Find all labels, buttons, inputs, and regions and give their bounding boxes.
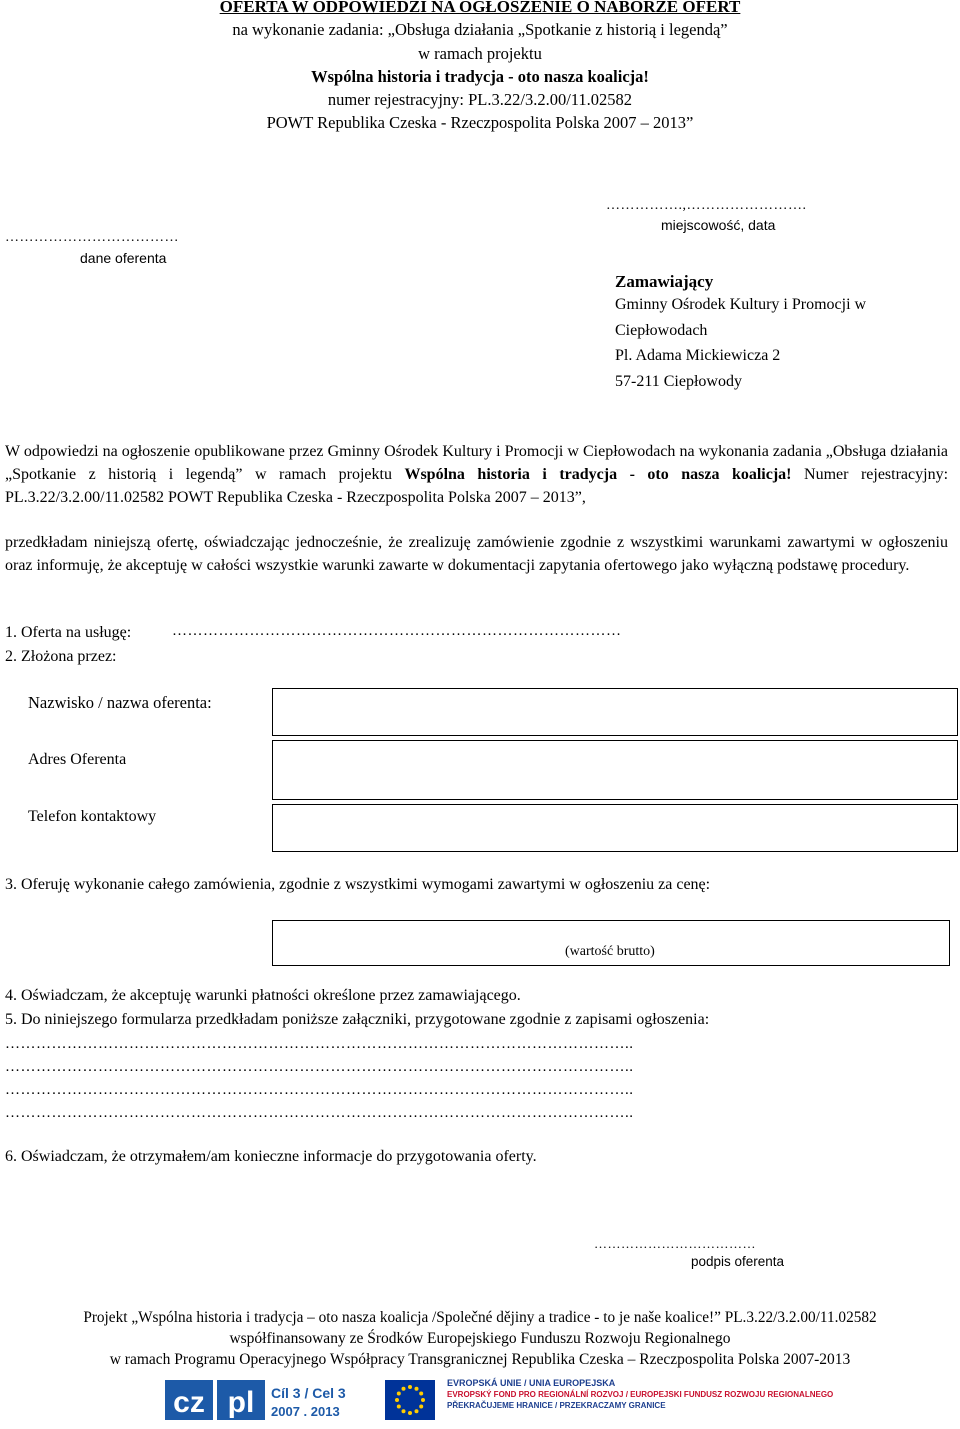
attachment-line-3[interactable]: ………………………………………………………………………………………………………….. [5, 1082, 634, 1098]
offerer-name-label: Nazwisko / nazwa oferenta: [28, 693, 212, 712]
svg-text:2007 . 2013: 2007 . 2013 [271, 1404, 340, 1419]
header-project-line: w ramach projektu [418, 44, 542, 63]
header-registration-number: numer rejestracyjny: PL.3.22/3.2.00/11.02582 [327, 90, 633, 109]
eu-fund-text [447, 1378, 834, 1424]
offerer-name-field[interactable] [272, 688, 958, 736]
attachment-line-4[interactable]: ………………………………………………………………………………………………………….. [5, 1105, 634, 1121]
recipient-heading: Zamawiający [615, 272, 714, 291]
item-5-attachments: 5. Do niniejszego formularza przedkładam poniższe załączniki, przygotowane zgodnie z zapisami ogłoszenia: [5, 1011, 710, 1028]
item-1-service: 1. Oferta na usługę: [5, 624, 132, 641]
offerer-data-dots: ……………………………… [5, 230, 179, 245]
attachment-line-1[interactable]: ………………………………………………………………………………………………………….. [5, 1036, 634, 1052]
place-date-label: miejscowość, data [661, 217, 776, 233]
recipient-postal-city: 57-211 Ciepłowody [615, 373, 742, 390]
item-3-price-offer: 3. Oferuję wykonanie całego zamówienia, zgodnie z wszystkimi wymogami zawartymi w ogłoszeniu za cenę: [5, 876, 711, 893]
recipient-street: Pl. Adama Mickiewicza 2 [615, 347, 781, 364]
eu-fund-line-2: EVROPSKÝ FOND PRO REGIONÁLNÍ ROZVOJ / EUROPEJSKI FUNDUSZ ROZWOJU REGIONALNEGO [447, 1390, 834, 1399]
eu-fund-line-1: EVROPSKÁ UNIE / UNIA EUROPEJSKA [447, 1378, 616, 1388]
cz-pl-logo [165, 1376, 365, 1424]
offerer-address-label: Adres Oferenta [28, 751, 127, 768]
item-2-submitted-by: 2. Złożona przez: [5, 648, 117, 665]
intro-paragraph [5, 440, 948, 509]
place-date-dots: …………….,……………………. [606, 198, 807, 213]
eu-flag-icon [385, 1376, 435, 1424]
signature-label: podpis oferenta [691, 1254, 785, 1269]
intro-text-part2: Numer rejestracyjny: PL.3.22/3.2.00/11.02582 POWT Republika Czeska - Rzeczpospolita Polska 2007 – 2013”, [5, 466, 949, 506]
offerer-data-label: dane oferenta [80, 250, 167, 266]
attachment-line-2[interactable]: ………………………………………………………………………………………………………….. [5, 1059, 634, 1075]
price-caption: (wartość brutto) [565, 944, 655, 959]
svg-text:cz: cz [173, 1386, 205, 1419]
footer-program-line: w ramach Programu Operacyjnego Współpracy Transgranicznej Republika Czeska – Rzeczpospolita Polska 2007-2013 [109, 1351, 851, 1368]
svg-text:pl: pl [227, 1386, 255, 1419]
signature-dots: ……………………………… [594, 1236, 756, 1251]
phone-label: Telefon kontaktowy [28, 808, 157, 825]
recipient-name-line1: Gminny Ośrodek Kultury i Promocji w [615, 296, 867, 313]
item-1-service-dots[interactable]: …………………………………………………………………………… [172, 623, 622, 639]
svg-text:Cíl 3 / Cel 3: Cíl 3 / Cel 3 [271, 1385, 346, 1401]
footer-project-line: Projekt „Wspólna historia i tradycja – oto nasza koalicja /Společné dějiny a tradice - to je naše koalice!” PL.3.22/3.2.00/11.02582 [83, 1309, 877, 1326]
footer-cofinancing-line: współfinansowany ze Środków Europejskiego Funduszu Rozwoju Regionalnego [229, 1330, 731, 1347]
intro-project-name: Wspólna historia i tradycja - oto nasza koalicja! [404, 466, 792, 483]
item-6-information: 6. Oświadczam, że otrzymałem/am konieczne informacje do przygotowania oferty. [5, 1148, 537, 1165]
offerer-address-field[interactable] [272, 740, 958, 800]
header-project-name: Wspólna historia i tradycja - oto nasza koalicja! [311, 67, 649, 86]
phone-field[interactable] [272, 804, 958, 852]
header-program-line: POWT Republika Czeska - Rzeczpospolita Polska 2007 – 2013” [266, 113, 694, 132]
intro-text-part1: W odpowiedzi na ogłoszenie opublikowane przez Gminny Ośrodek Kultury i Promocji w Ciepłowodach na wykonania zadania „Obsługa działania „Spotkanie z historią i legendą” w ramach projektu [5, 443, 948, 483]
eu-fund-line-3: PŘEKRAČUJEME HRANICE / PRZEKRACZAMY GRANICE [447, 1401, 666, 1410]
header-task-line: na wykonanie zadania: „Obsługa działania „Spotkanie z historią i legendą” [232, 20, 728, 39]
item-4-payment: 4. Oświadczam, że akceptuję warunki płatności określone przez zamawiającego. [5, 987, 521, 1004]
declaration-paragraph: przedkładam niniejszą ofertę, oświadczając jednocześnie, że zrealizuję zamówienie zgodnie z wszystkimi warunkami zawartymi w ogłoszeniu oraz informuję, że akceptuję w całości wszystkie warunki zawarte w dokumentacji zapytania ofertowego jako wyłączną podstawę procedury. [5, 534, 948, 574]
recipient-name-line2: Ciepłowodach [615, 322, 708, 339]
document-title: OFERTA W ODPOWIEDZI NA OGŁOSZENIE O NABORZE OFERT [219, 0, 741, 16]
